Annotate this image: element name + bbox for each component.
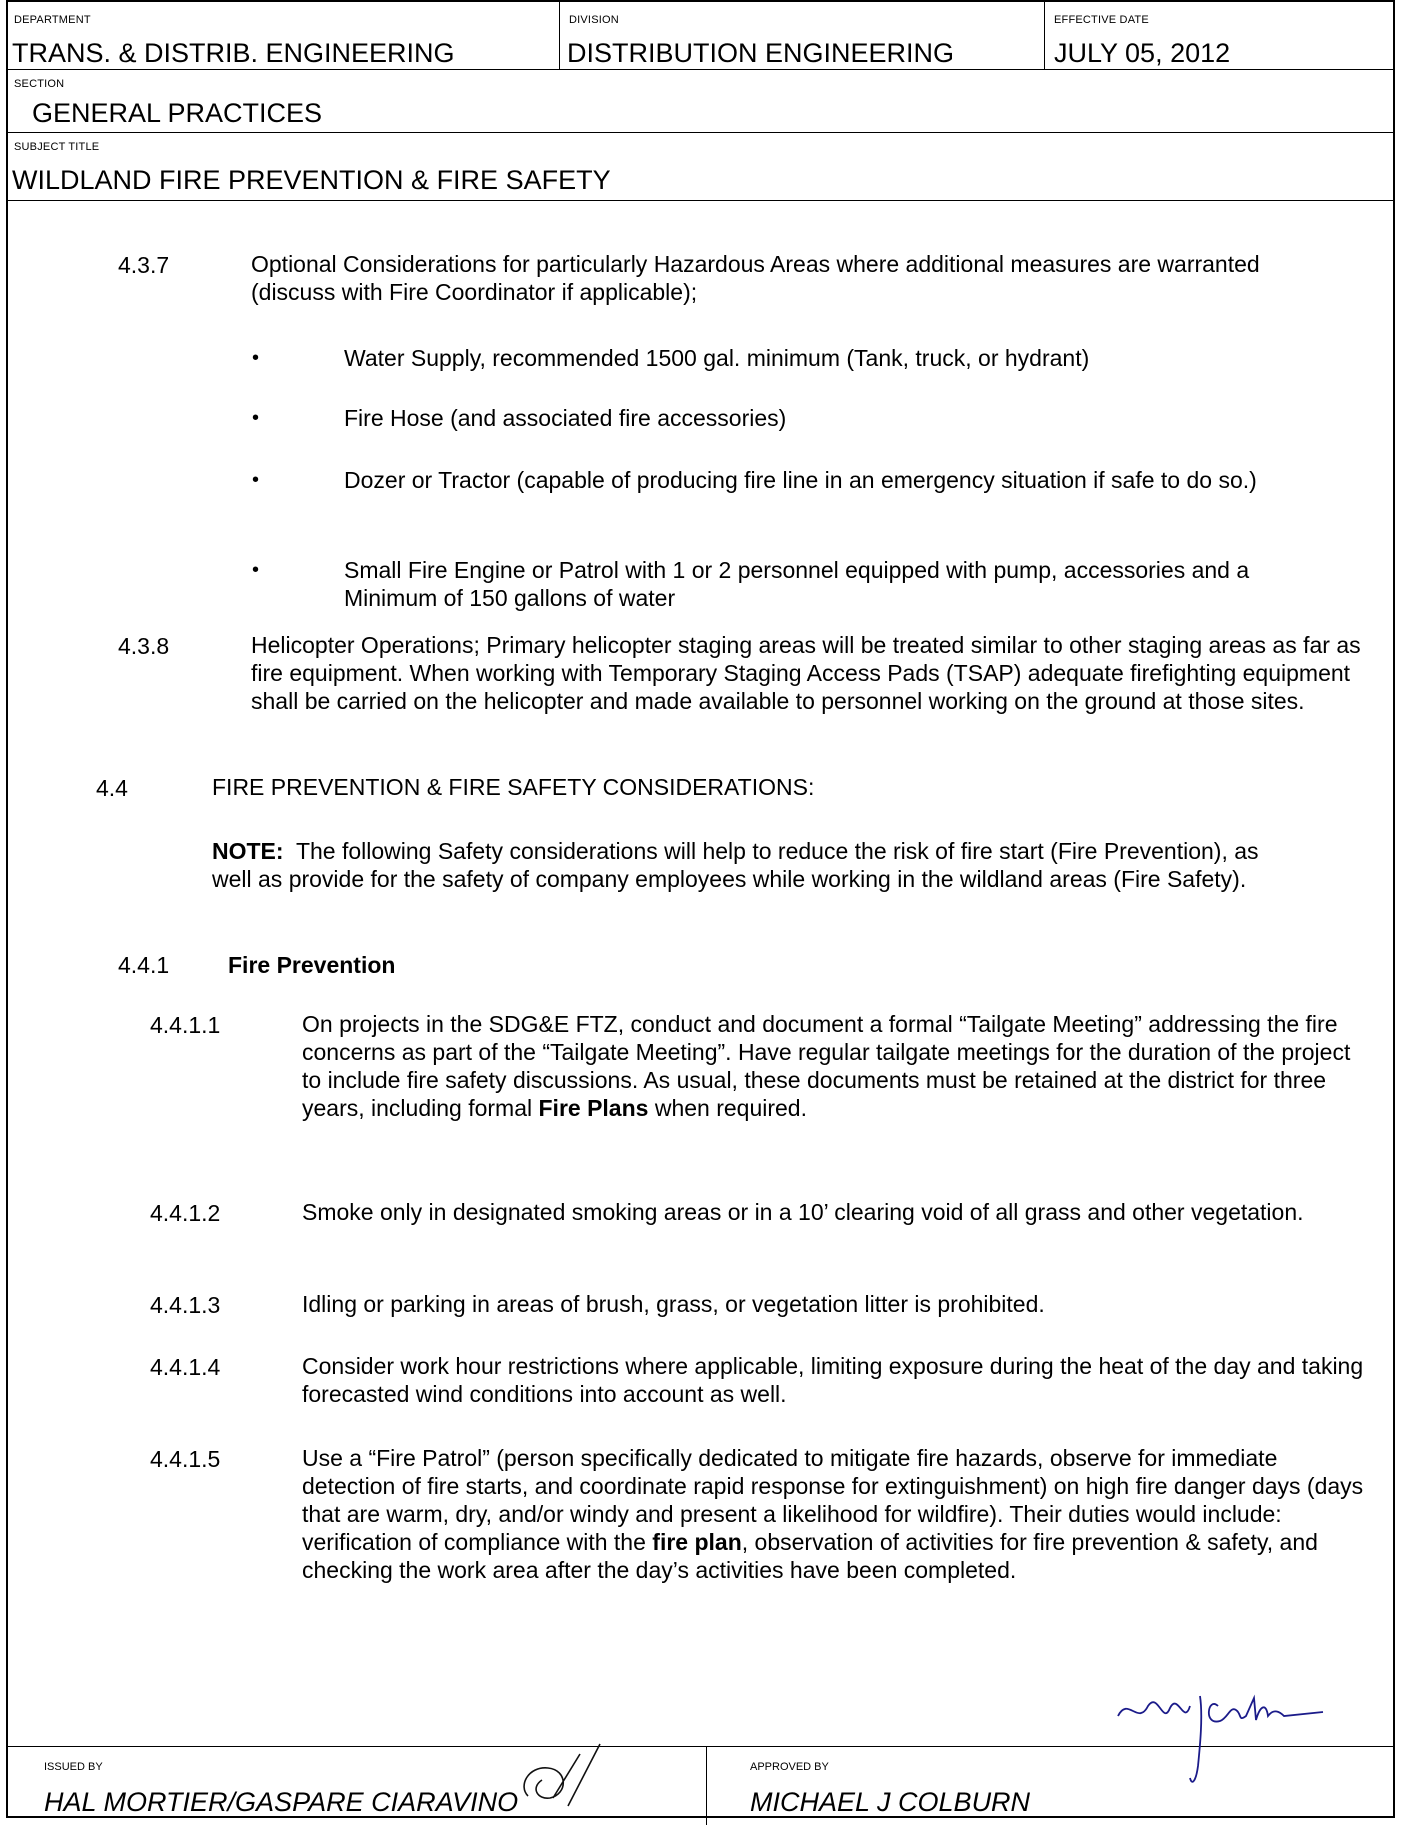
note-block <box>212 837 1292 893</box>
section-number: 4.4.1.1 <box>150 1012 221 1038</box>
department-value: TRANS. & DISTRIB. ENGINEERING <box>12 38 455 68</box>
section-text-part: , observation of activities for fire prevention & safety, and checking the work area after the day’s activities have been completed. <box>302 1529 1318 1583</box>
document-page <box>6 0 1395 1818</box>
section-number: 4.4.1.2 <box>150 1200 221 1226</box>
header-row-section <box>8 70 1393 133</box>
header-row-department <box>8 2 1393 70</box>
section-number: 4.4.1.4 <box>150 1354 221 1380</box>
section-number: 4.4.1.3 <box>150 1292 221 1318</box>
signature-issuer-icon <box>508 1736 628 1816</box>
section-text: Optional Considerations for particularly Hazardous Areas where additional measures are warranted (discuss with Fire Coordinator if applicable); <box>251 251 1260 305</box>
section-text-part: On projects in the SDG&E FTZ, conduct and document a formal “Tailgate Meeting” addressing the fire concerns as part of the “Tailgate Meeting”. Have regular tailgate meetings for the duration of the project to include fire safety discussions. As usual, these documents must be retained at the district for three years, including formal <box>302 1011 1351 1121</box>
section-number: 4.4.1.5 <box>150 1446 221 1472</box>
signature-approver-icon <box>1108 1686 1348 1806</box>
section-text <box>302 1444 1377 1584</box>
bullet-text: Fire Hose (and associated fire accessories) <box>344 405 787 431</box>
section-text: Consider work hour restrictions where applicable, limiting exposure during the heat of the day and taking forecasted wind conditions into account as well. <box>302 1353 1364 1407</box>
fire-plans-bold: Fire Plans <box>538 1095 649 1121</box>
header-row-subject <box>8 133 1393 201</box>
section-text: Smoke only in designated smoking areas or in a 10’ clearing void of all grass and other vegetation. <box>302 1199 1304 1225</box>
bullet-text: Dozer or Tractor (capable of producing fire line in an emergency situation if safe to do so.) <box>344 467 1257 493</box>
section-number: 4.4.1 <box>118 952 170 978</box>
section-text: Helicopter Operations; Primary helicopter staging areas will be treated similar to other staging areas as far as fire equipment. When working with Temporary Staging Access Pads (TSAP) adequate firefighting equipment shall be carried on the helicopter and made available to personnel working on the ground at those sites. <box>251 632 1361 714</box>
department-label: DEPARTMENT <box>14 14 91 26</box>
section-number: 4.3.8 <box>118 633 170 659</box>
section-text-part: when required. <box>654 1095 807 1121</box>
bullet-icon: • <box>252 347 260 369</box>
section-value: GENERAL PRACTICES <box>32 98 323 128</box>
section-title: Fire Prevention <box>228 952 396 978</box>
effective-date-value: JULY 05, 2012 <box>1054 38 1231 68</box>
fire-plan-bold: fire plan <box>652 1529 742 1555</box>
effective-date-label: EFFECTIVE DATE <box>1054 14 1149 26</box>
section-text <box>302 1010 1362 1122</box>
divider <box>706 1747 707 1825</box>
section-number: 4.4 <box>96 775 128 801</box>
subject-label: SUBJECT TITLE <box>14 141 100 153</box>
section-heading: FIRE PREVENTION & FIRE SAFETY CONSIDERATIONS: <box>212 774 815 800</box>
divider <box>559 2 560 70</box>
division-value: DISTRIBUTION ENGINEERING <box>567 38 955 68</box>
issued-by-label: ISSUED BY <box>44 1761 103 1773</box>
bullet-text: Water Supply, recommended 1500 gal. minimum (Tank, truck, or hydrant) <box>344 345 1090 371</box>
bullet-icon: • <box>252 407 260 429</box>
divider <box>1044 2 1045 70</box>
section-text-part: Use a “Fire Patrol” (person specifically dedicated to mitigate fire hazards, observe for immediate detection of fire starts, and coordinate rapid response for extinguishment) on high fire danger days (days that are warm, dry, and/or windy and present a likelihood for wildfire). Their duties would include: verification of compliance with the <box>302 1445 1364 1555</box>
subject-value: WILDLAND FIRE PREVENTION & FIRE SAFETY <box>12 165 611 195</box>
note-text: The following Safety considerations will help to reduce the risk of fire start (Fire Prevention), as well as provide for the safety of company employees while working in the wildland areas (Fire Safety). <box>212 838 1259 892</box>
bullet-text: Small Fire Engine or Patrol with 1 or 2 personnel equipped with pump, accessories and a Minimum of 150 gallons of water <box>344 557 1250 611</box>
bullet-icon: • <box>252 559 260 581</box>
bullet-icon: • <box>252 469 260 491</box>
note-label: NOTE: <box>212 838 284 864</box>
division-label: DIVISION <box>569 14 619 26</box>
section-label: SECTION <box>14 78 65 90</box>
section-text: Idling or parking in areas of brush, grass, or vegetation litter is prohibited. <box>302 1291 1045 1317</box>
approved-by-label: APPROVED BY <box>750 1761 829 1773</box>
approved-by-value: MICHAEL J COLBURN <box>750 1787 1031 1817</box>
issued-by-value: HAL MORTIER/GASPARE CIARAVINO <box>44 1787 519 1817</box>
section-number: 4.3.7 <box>118 252 170 278</box>
